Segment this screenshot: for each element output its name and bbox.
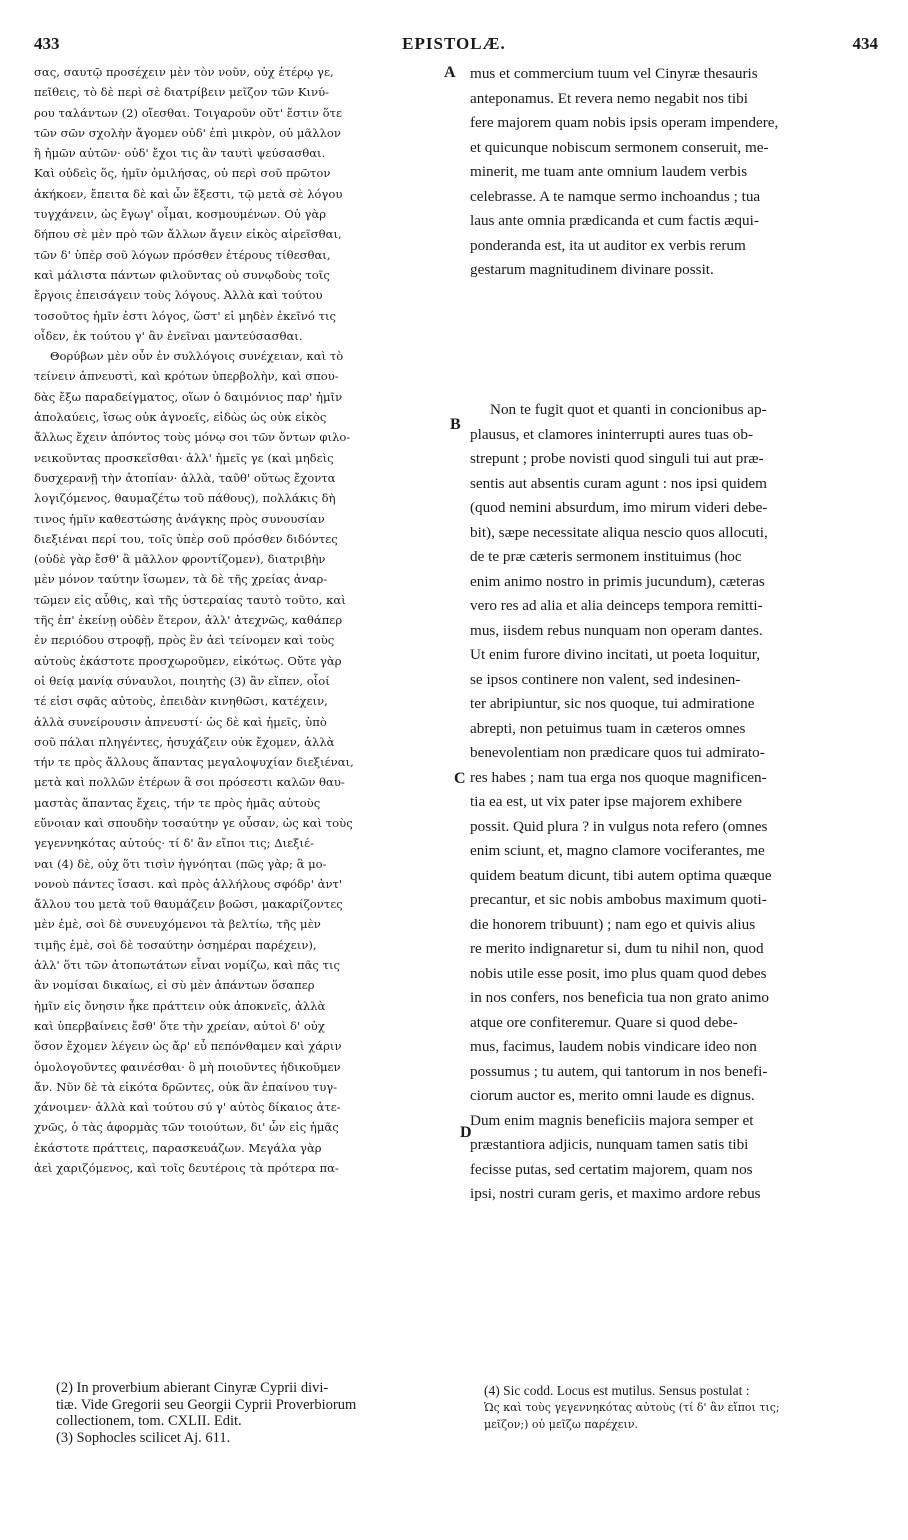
text-line: μαστὰς ἅπαντας ἔχεις, τήν τε πρὸς ἡμᾶς αὐτοὺς bbox=[34, 795, 321, 810]
text-line: minerit, me tuam ante omnium laudem verbis bbox=[470, 163, 748, 180]
text-line: μετὰ καὶ πολλῶν ἑτέρων ἃ σοι πρόσεστι καλῶν θαυ- bbox=[34, 775, 345, 790]
text-line: τῶμεν εἰς αὖθις, καὶ τῆς ὑστεραίας ταυτὸ τοῦτο, καὶ bbox=[34, 592, 346, 607]
footnote-4-greek-line: Ὡς καὶ τοὺς γεγεννηκότας αὐτοὺς (τί δ' ἂν εἴποι τις; bbox=[484, 1401, 780, 1414]
text-line: atque ore confiteremur. Quare si quod debe- bbox=[470, 1013, 738, 1031]
text-line: τῶν δ' ὑπὲρ σοῦ λόγων πρόσθεν ἑτέρους τίθεσθαι, bbox=[34, 247, 331, 262]
text-line: ἔργοις ἐπεισάγειν τοὺς λόγους. Ἀλλὰ καὶ τούτου bbox=[34, 288, 323, 303]
text-line: ἄλλου του μετὰ τοῦ θαυμάζειν βοῶσι, μακαρίζοντες bbox=[34, 897, 343, 912]
text-line: Dum enim magnis beneficiis majora semper et bbox=[470, 1111, 754, 1129]
text-line: ter abripiuntur, sic nos quoque, tui admiratione bbox=[470, 695, 755, 712]
text-line: Καὶ οὐδεὶς ὅς, ἡμῖν ὁμιλήσας, οὐ περὶ σοῦ πρῶτον bbox=[34, 166, 331, 181]
text-line: anteponamus. Et revera nemo negabit nos tibi bbox=[470, 89, 748, 107]
text-line: mus, iisdem rebus nunquam non operam dantes. bbox=[470, 621, 763, 639]
text-line: res habes ; nam tua erga nos quoque magnificen- bbox=[470, 768, 767, 786]
text-line: strepunt ; probe novisti quod singuli tui aut præ- bbox=[470, 450, 764, 467]
text-line: γεγεννηκότας αὐτούς· τί δ' ἂν εἴποι τις; Διεξιέ- bbox=[34, 836, 315, 851]
text-line: τοσοῦτος ἡμῖν ἐστι λόγος, ὥστ' εἰ μηδὲν ἐκεῖνό τις bbox=[34, 308, 337, 323]
text-line: et quicunque nobiscum sermonem conseruit, me- bbox=[470, 138, 769, 156]
text-line: καὶ μάλιστα πάντων φιλοῦντας οὐ συνῳδοὺς τοῖς bbox=[34, 267, 330, 282]
text-line: λογιζόμενος, θαυμαζέτω τοῦ πάθους), πολλάκις δὴ bbox=[34, 491, 336, 506]
footnotes-right bbox=[484, 1382, 884, 1433]
running-title: EPISTOLÆ. bbox=[402, 34, 506, 53]
text-line: τῆς ἐπ' ἐκείνῃ οὐδὲν ἕτερον, ἀλλ' ἀτεχνῶς, καθάπερ bbox=[34, 613, 343, 628]
section-marker-b: B bbox=[450, 416, 461, 433]
text-line: (οὐδὲ γὰρ ἔσθ' ἃ μᾶλλον φροντίζομεν), διατριβὴν bbox=[34, 552, 326, 567]
text-line: gestarum magnitudinem divinare possit. bbox=[470, 261, 714, 278]
text-line: ἐν περιόδου στροφῇ, πρὸς ἓν ἀεὶ τείνομεν καὶ τοὺς bbox=[34, 633, 335, 648]
text-line: ἑκάστοτε πράττεις, παρασκευάζων. Μεγάλα γὰρ bbox=[34, 1140, 322, 1155]
text-line: καὶ ὑπερβαίνεις ἔσθ' ὅτε τὴν χρείαν, αὐτοὶ δ' οὐχ bbox=[34, 1018, 325, 1033]
text-line: ἀπολαύεις, ἴσως οὐκ ἀγνοεῖς, εἰδὼς ὡς οὐκ εἰκὸς bbox=[34, 410, 327, 425]
text-line: ἀλλὰ συνείρουσιν ἀπνευστί· ὡς δὲ καὶ ἡμεῖς, ὑπὸ bbox=[34, 714, 327, 729]
text-line: τήν τε πρὸς ἄλλους ἅπαντας μεγαλοψυχίαν διεξιέναι, bbox=[34, 755, 354, 770]
footnote-4-greek-line: μεῖζον;) οὐ μεῖζω παρέχειν. bbox=[484, 1418, 639, 1431]
text-line: tia ea est, ut vix pater ipse majorem exhibere bbox=[470, 793, 743, 810]
text-line: quidem beatum dicunt, tibi autem optima quæque bbox=[470, 866, 772, 884]
text-line: mus et commercium tuum vel Cinyræ thesauris bbox=[470, 65, 758, 82]
text-line: plausus, et clamores ininterrupti aures tuas ob- bbox=[470, 425, 754, 443]
text-line: διεξιέναι περί του, τοῖς ὑπὲρ σοῦ πρόσθεν διδόντες bbox=[34, 531, 338, 546]
text-line: νεικοῦντας προσκεῖσθαι· ἀλλ' ἡμεῖς γε (καὶ μηδεὶς bbox=[34, 450, 334, 465]
text-line: χάνοιμεν· ἀλλὰ καὶ τούτου σύ γ' αὐτὸς δίκαιος ἀτε- bbox=[34, 1100, 341, 1115]
latin-text-block-1 bbox=[470, 62, 878, 283]
greek-text-column bbox=[34, 62, 458, 1178]
text-line: in nos confers, nos beneficia tua non grato animo bbox=[470, 989, 770, 1006]
text-line: ipsi, nostri curam geris, et maximo ardore rebus bbox=[470, 1185, 761, 1202]
text-line: ρου ταλάντων (2) οἴεσθαι. Τοιγαροῦν οὔτ' ἔστιν ὅτε bbox=[34, 105, 343, 120]
text-line: σας, σαυτῷ προσέχειν μὲν τὸν νοῦν, οὐχ ἑτέρῳ γε, bbox=[34, 65, 334, 79]
text-line: bit), sæpe necessitate aliqua nescio quos allocuti, bbox=[470, 523, 768, 541]
text-line: οἱ θείᾳ μανίᾳ σύναυλοι, ποιητὴς (3) ἂν εἴπεν, οἷοί bbox=[34, 673, 330, 688]
text-line: Θορύβων μὲν οὖν ἐν συλλόγοις συνέχειαν, καὶ τὸ bbox=[50, 349, 344, 364]
text-line: πεῖθεις, τὸ δὲ περὶ σὲ διατρίβειν μεῖζον τῶν Κινύ- bbox=[34, 85, 330, 100]
footnotes-left bbox=[56, 1380, 456, 1446]
text-line: sentis aut absentis curam agunt : nos ipsi quidem bbox=[470, 474, 767, 492]
text-line: re merito indignaretur si, dum tu nihil non, quod bbox=[470, 940, 764, 957]
text-line: possit. Quid plura ? in vulgus nota refero (omnes bbox=[470, 817, 768, 835]
text-line: ἄν. Νῦν δὲ τὰ εἰκότα δρῶντες, οὐκ ἂν ἐπαίνου τυγ- bbox=[34, 1079, 338, 1094]
left-page-number: 433 bbox=[34, 34, 60, 53]
section-marker-a: A bbox=[444, 64, 456, 81]
text-line: οἶδεν, ἐκ τούτου γ' ἂν ἐνεῖναι μαντεύσασθαι. bbox=[34, 328, 303, 343]
right-page-number: 434 bbox=[852, 34, 878, 53]
text-line: de te præ cæteris sermonem instituimus (hoc bbox=[470, 548, 742, 565]
text-line: τυγχάνειν, ὡς ἔγωγ' οἶμαι, κοσμουμένων. Οὐ γὰρ bbox=[34, 207, 327, 222]
latin-text-block-2 bbox=[470, 398, 878, 1207]
text-line: μὲν μόνον ταύτην ἴσωμεν, τὰ δὲ τῆς χρείας ἀναρ- bbox=[34, 572, 328, 587]
text-line: Non te fugit quot et quanti in concionibus ap- bbox=[490, 401, 767, 418]
text-line: ἡμῖν εἰς ὄνησιν ἧκε πράττειν οὐκ ἀποκνεῖς, ἀλλὰ bbox=[34, 998, 326, 1013]
text-line: nobis utile esse posit, imo plus quam quod debes bbox=[470, 964, 767, 982]
text-line: τινος ἡμῖν καθεστώσης ἀνάγκης πρὸς συνουσίαν bbox=[34, 511, 325, 526]
text-line: τιμῆς ἐμὲ, σοὶ δὲ τοσαύτην ὁσημέραι παρέχειν), bbox=[34, 937, 317, 952]
text-line: ὅσον ἔχομεν λέγειν ὡς ἄρ' εὖ πεπόνθαμεν καὶ χάριν bbox=[34, 1039, 342, 1054]
text-line: δυσχερανῇ τὴν ἀτοπίαν· ἀλλὰ, ταῦθ' οὕτως ἔχοντα bbox=[34, 470, 336, 485]
text-line: possumus ; tu autem, qui tantorum in nos benefi- bbox=[470, 1062, 768, 1080]
text-line: abrepti, non petuimus tuam in cæteros omnes bbox=[470, 719, 746, 737]
text-line: ἀκήκοεν, ἔπειτα δὲ καὶ ὧν ἔξεστι, τῷ μετὰ σὲ λόγου bbox=[34, 186, 343, 201]
section-marker-c: C bbox=[454, 770, 466, 787]
text-line: benevolentiam non prædicare quos tui admirato- bbox=[470, 744, 765, 761]
text-line: σοῦ πάλαι πληγέντες, ἡσυχάζειν οὐκ ἔχομεν, ἀλλὰ bbox=[34, 734, 335, 749]
text-line: die honorem tribuunt) ; nam ego et quivis alius bbox=[470, 915, 756, 933]
text-line: se ipsos continere non valent, sed indesinen- bbox=[470, 670, 741, 688]
text-line: ἂν νομίσαι δικαίως, εἰ σὺ μὲν ἁπάντων ὅσαπερ bbox=[34, 978, 315, 993]
text-line: enim sciunt, et, magno clamore vociferantes, me bbox=[470, 842, 765, 859]
text-line: ἀλλ' ὅτι τῶν ἀτοπωτάτων εἶναι νομίζω, καὶ πᾶς τις bbox=[34, 958, 341, 973]
footnote-line: collectionem, tom. CXLII. Edit. bbox=[56, 1413, 242, 1429]
text-line: νονοὺ πάντες ἴσασι. καὶ πρὸς ἀλλήλους σφόδρ' ἀντ' bbox=[34, 876, 343, 891]
text-line: δὰς ἔξω παραδείγματος, οἵων ὁ δαιμόνιος παρ' ἡμῖν bbox=[34, 389, 343, 404]
text-line: Ut enim furore divino incitati, ut poeta loquitur, bbox=[470, 646, 761, 663]
text-line: ἀεὶ χαριζόμενος, καὶ τοῖς δευτέροις τὰ πρότερα πα- bbox=[34, 1161, 339, 1176]
text-line: precantur, et sic nobis ambobus maximum quoti- bbox=[470, 891, 767, 908]
text-line: fere majorem quam nobis ipsis operam impendere, bbox=[470, 114, 779, 131]
footnote-line: tiæ. Vide Gregorii seu Georgii Cyprii Proverbiorum bbox=[56, 1396, 357, 1413]
text-line: (quod nemini absurdum, imo mirum videri debe- bbox=[470, 499, 768, 516]
text-line: χνῶς, ὁ τὰς ἀφορμὰς τῶν τοιούτων, δι' ὧν εἰς ἡμᾶς bbox=[34, 1120, 339, 1135]
text-line: ponderanda est, ita ut auditor ex verbis rerum bbox=[470, 236, 746, 254]
text-line: αὐτοὺς ἑκάστοτε προσχωροῦμεν, εἰκότως. Οὔτε γὰρ bbox=[34, 653, 342, 668]
text-line: enim animo nostro in primis jucundum), cæteras bbox=[470, 572, 765, 590]
text-line: celebrasse. A te namque sermo inchoandus ; tua bbox=[470, 187, 761, 205]
text-line: ἄλλως ἔχειν ἀπόντος τοὺς μόνῳ σοι τῶν ὄντων φιλο- bbox=[34, 430, 351, 445]
text-line: δήπου σὲ μὲν πρὸ τῶν ἄλλων ἄγειν εἰκὸς αἱρεῖσθαι, bbox=[34, 227, 342, 242]
text-line: vero res ad alia et alia deinceps tempora remitti- bbox=[470, 597, 763, 614]
text-line: τείνειν ἀπνευστὶ, καὶ κρότων ὑπερβολὴν, καὶ σπου- bbox=[34, 369, 339, 384]
text-line: præstantiora adjicis, nunquam tamen satis tibi bbox=[470, 1136, 749, 1153]
footnote-line: (3) Sophocles scilicet Aj. 611. bbox=[56, 1429, 231, 1446]
section-marker-d: D bbox=[460, 1124, 472, 1141]
text-line: ἢ ἡμῶν αὐτῶν· οὐδ' ἔχοι τις ἂν ταυτὶ ψεύσασθαι. bbox=[34, 146, 326, 161]
text-line: τῶν σῶν σχολὴν ἄγομεν οὐδ' ἐπὶ μικρὸν, οὐ μᾶλλον bbox=[34, 125, 341, 140]
text-line: fecisse putas, sed certatim majorem, quam nos bbox=[470, 1160, 753, 1178]
footnote-4-line: (4) Sic codd. Locus est mutilus. Sensus postulat : bbox=[484, 1383, 750, 1398]
text-line: mus, facimus, laudem nobis vindicare ideo non bbox=[470, 1038, 757, 1055]
text-line: laus ante omnia prædicanda et cum factis æqui- bbox=[470, 212, 759, 229]
text-line: μὲν ἐμὲ, σοὶ δὲ συνευχόμενοι τὰ βελτίω, τῆς μὲν bbox=[34, 917, 321, 932]
text-line: ciorum auctor es, merito omni laude es dignus. bbox=[470, 1087, 755, 1104]
footnote-line: (2) In proverbium abierant Cinyræ Cyprii divi- bbox=[56, 1380, 329, 1396]
text-line: ναι (4) δὲ, οὐχ ὅτι τισὶν ἠγνόηται (πῶς γὰρ; ἃ μο- bbox=[34, 856, 327, 871]
text-line: εὔνοιαν καὶ σπουδὴν τοσαύτην γε οὖσαν, ὡς καὶ τοὺς bbox=[34, 815, 353, 830]
text-line: τέ εἰσι σφᾶς αὐτοὺς, ἐπειδὰν κινηθῶσι, κατέχειν, bbox=[34, 694, 328, 709]
text-line: ὁμολογοῦντες φαινέσθαι· ὃ μὴ ποιοῦντες ἠδικοῦμεν bbox=[34, 1059, 341, 1074]
